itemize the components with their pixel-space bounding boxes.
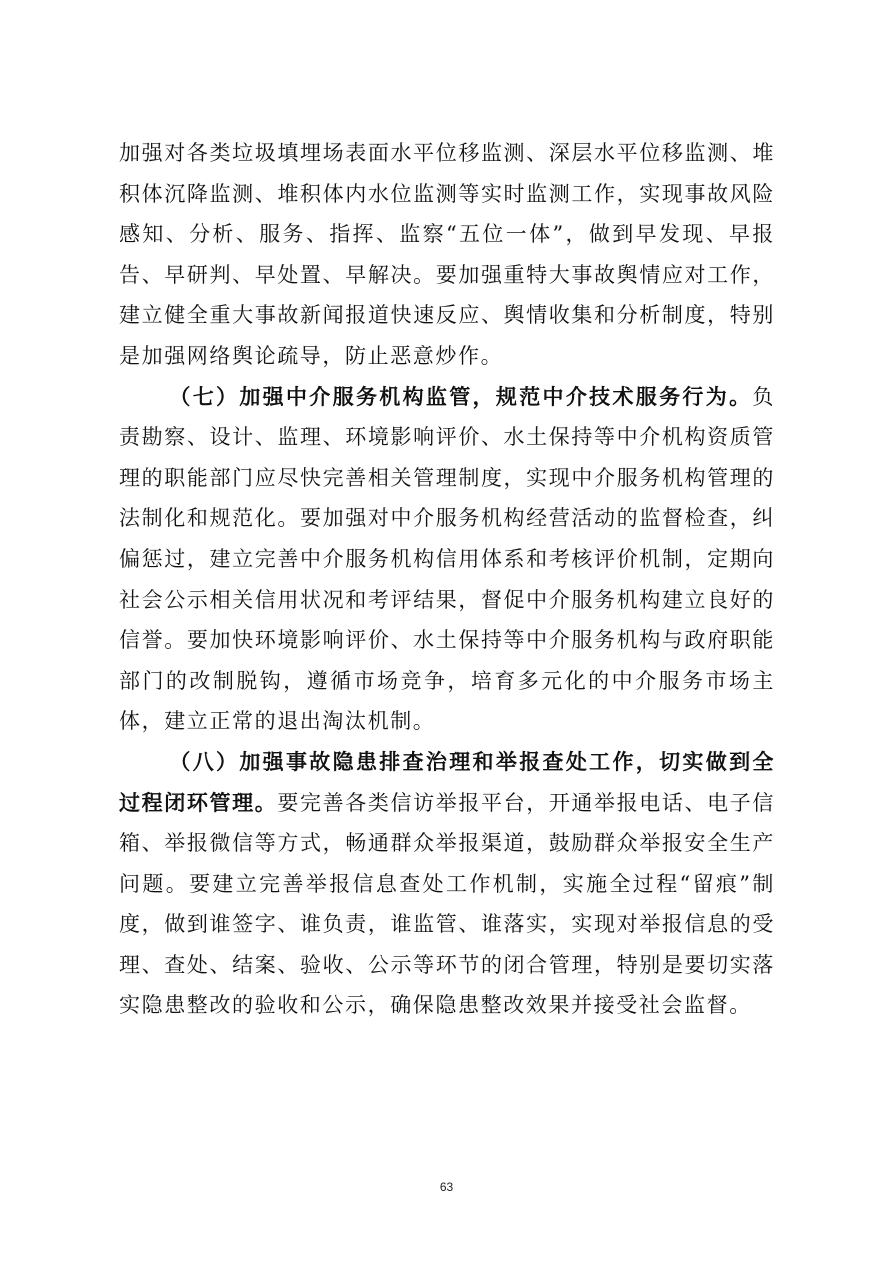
paragraph-section-8 [119, 742, 775, 1026]
paragraph-text: 要完善各类信访举报平台，开通举报电话、电子信箱、举报微信等方式，畅通群众举报渠道，鼓励群众举报安全生产问题。要建立完善举报信息查处工作机制，实施全过程“留痕”制度，做到谁签字、谁负责，谁监管、谁落实，实现对举报信息的受理、查处、结案、验收、公示等环节的闭合管理，特别是要切实落实隐患整改的验收和公示，确保隐患整改效果并接受社会监督。 [119, 790, 776, 1018]
page-number: 63 [439, 1180, 454, 1194]
paragraph-section-7 [119, 377, 775, 742]
section-heading-8: （八）加强事故隐患排查治理和举报查处工作，切实做到全过程闭环管理。 [119, 748, 775, 815]
body-text [119, 133, 775, 1026]
paragraph-continuation [119, 133, 775, 377]
paragraph-text: 负责勘察、设计、监理、环境影响评价、水土保持等中介机构资质管理的职能部门应尽快完善相关管理制度，实现中介服务机构管理的法制化和规范化。要加强对中介服务机构经营活动的监督检查，纠偏惩过，建立完善中介服务机构信用体系和考核评价机制，定期向社会公示相关信用状况和考评结果，督促中介服务机构建立良好的信誉。要加快环境影响评价、水土保持等中介服务机构与政府职能部门的改制脱钩，遵循市场竞争，培育多元化的中介服务市场主体，建立正常的退出淘汰机制。 [119, 384, 775, 734]
section-heading-7: （七）加强中介服务机构监管，规范中介技术服务行为。 [169, 383, 753, 409]
paragraph-text: 加强对各类垃圾填埋场表面水平位移监测、深层水平位移监测、堆积体沉降监测、堆积体内水位监测等实时监测工作，实现事故风险感知、分析、服务、指挥、监察“五位一体”，做到早发现、早报告、早研判、早处置、早解决。要加强重特大事故舆情应对工作，建立健全重大事故新闻报道快速反应、舆情收集和分析制度，特别是加强网络舆论疏导，防止恶意炒作。 [119, 141, 775, 368]
